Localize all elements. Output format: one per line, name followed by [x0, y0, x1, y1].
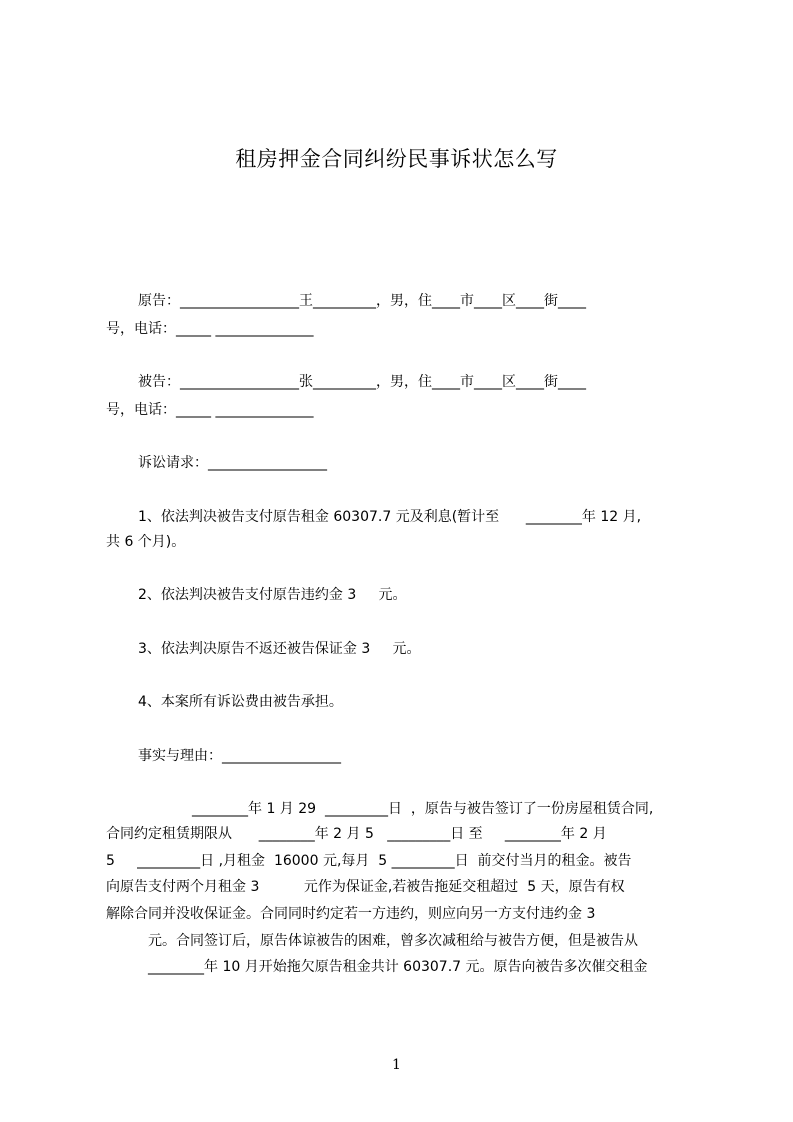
- defendant-line-1: 被告：_________________张_________，男，住____市____区____街____: [138, 374, 586, 390]
- page-number: 1: [392, 1057, 401, 1073]
- facts-line-2: 合同约定租赁期限从 ________年 2 月 5 _________日 至 ________年 2 月: [106, 826, 607, 842]
- facts-line-6: 元。合同签订后，原告体谅被告的困难，曾多次减租给与被告方便，但是被告从: [148, 933, 638, 949]
- facts-heading: 事实与理由：_________________: [138, 748, 341, 764]
- facts-line-4: 向原告支付两个月租金 3 元作为保证金,若被告拖延交租超过 5 天，原告有权: [106, 879, 625, 895]
- claim-4: 4、本案所有诉讼费由被告承担。: [138, 694, 343, 710]
- claim-1-line-2: 共 6 个月)。: [106, 534, 186, 550]
- plaintiff-line-1: 原告：_________________王_________，男，住____市____区____街____: [138, 293, 586, 309]
- document-title: 租房押金合同纠纷民事诉状怎么写: [235, 147, 558, 171]
- defendant-line-2: 号，电话：_____ ______________: [106, 402, 314, 418]
- facts-body: [0, 790, 700, 990]
- claims-heading: 诉讼请求：_________________: [138, 455, 327, 471]
- facts-line-3: 5 _________日 ,月租金 16000 元,每月 5 _________日 前交付当月的租金。被告: [106, 853, 632, 869]
- claim-3: 3、依法判决原告不返还被告保证金 3 元。: [138, 641, 421, 657]
- claim-1-line-1: 1、依法判决被告支付原告租金 60307.7 元及利息(暂计至 ________年 12 月,: [138, 509, 642, 525]
- claim-2: 2、依法判决被告支付原告违约金 3 元。: [138, 587, 407, 603]
- facts-line-1: ________年 1 月 29 _________日 ，原告与被告签订了一份房屋租赁合同,: [192, 801, 654, 817]
- plaintiff-line-2: 号，电话：_____ ______________: [106, 321, 314, 337]
- facts-line-7: ________年 10 月开始拖欠原告租金共计 60307.7 元。原告向被告多次催交租金: [148, 959, 648, 975]
- facts-line-5: 解除合同并没收保证金。合同同时约定若一方违约，则应向另一方支付违约金 3: [106, 906, 596, 922]
